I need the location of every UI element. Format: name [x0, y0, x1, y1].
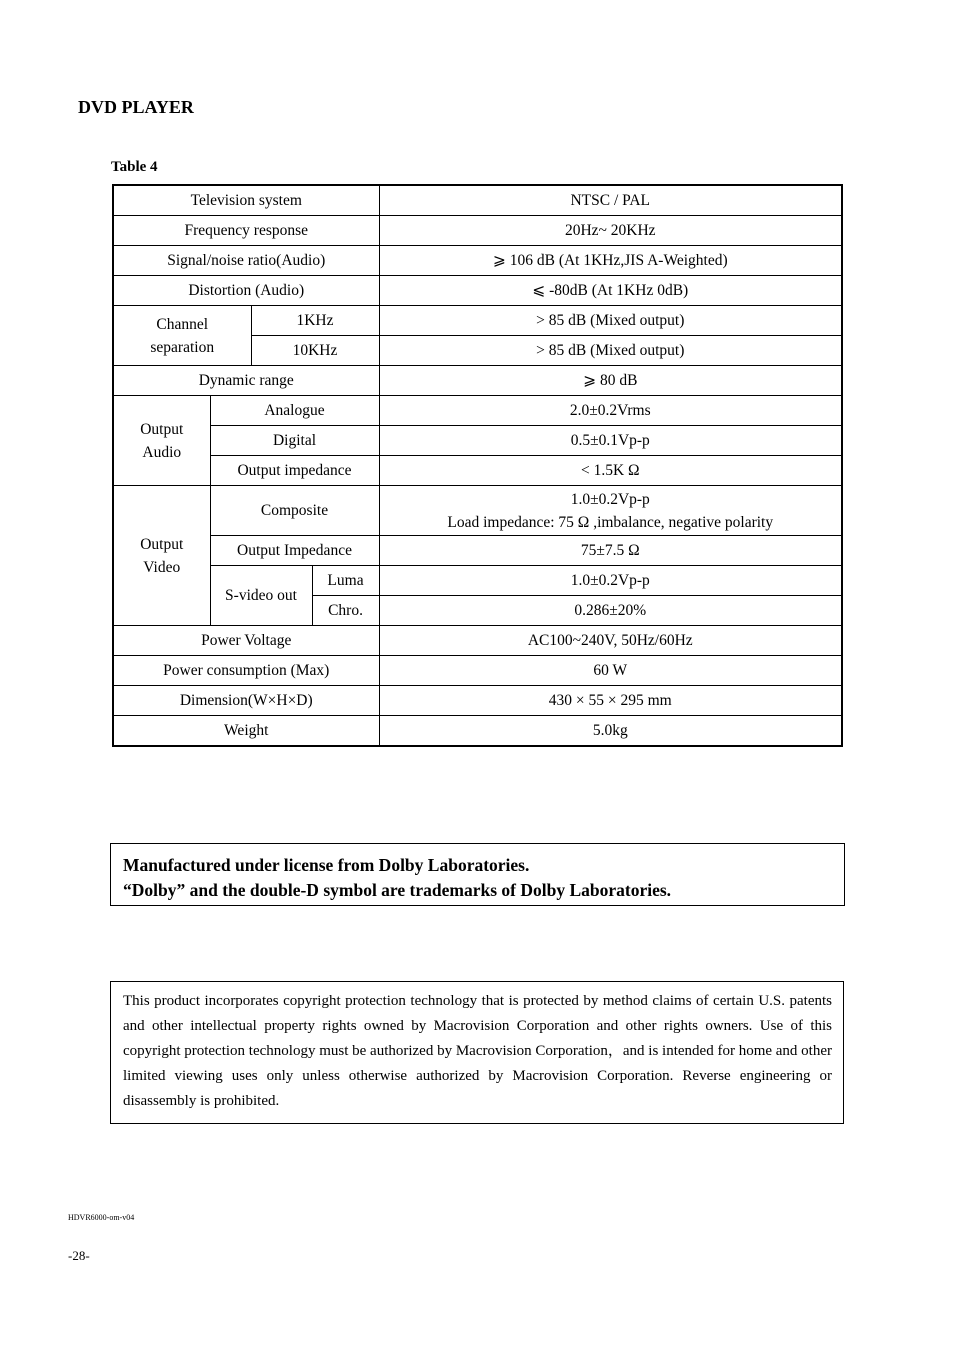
- output-audio-label: [113, 396, 210, 486]
- table-row: [113, 656, 842, 686]
- table-row: [113, 486, 842, 536]
- page-number: -28-: [68, 1248, 90, 1263]
- table-row: [113, 366, 842, 396]
- table-row: [113, 185, 842, 216]
- composite-value-line2: Load impedance: 75 Ω ,imbalance, negative polarity: [447, 513, 774, 531]
- dolby-notice: [110, 843, 845, 906]
- spec-value: ⩾ 106 dB (At 1KHz,JIS A-Weighted): [379, 246, 842, 276]
- channel-separation-label-line1: Channel: [156, 315, 209, 333]
- spec-value: > 85 dB (Mixed output): [379, 336, 842, 366]
- composite-value-line1: 1.0±0.2Vp-p: [570, 490, 650, 508]
- spec-label: Distortion (Audio): [113, 276, 379, 306]
- output-audio-label-line1: Output: [140, 420, 184, 438]
- channel-separation-label: [113, 306, 251, 366]
- spec-value: 1.0±0.2Vp-p: [379, 566, 842, 596]
- table-caption: Table 4: [111, 159, 158, 175]
- spec-value: 2.0±0.2Vrms: [379, 396, 842, 426]
- spec-value: ⩽ -80dB (At 1KHz 0dB): [379, 276, 842, 306]
- spec-sublabel: 10KHz: [251, 336, 379, 366]
- output-video-label-line2: Video: [143, 558, 181, 576]
- spec-sublabel: Output Impedance: [210, 536, 379, 566]
- spec-value: ⩾ 80 dB: [379, 366, 842, 396]
- spec-value: < 1.5K Ω: [379, 456, 842, 486]
- spec-sublabel: Luma: [312, 566, 379, 596]
- table-row: [113, 306, 842, 336]
- composite-value: [379, 486, 842, 536]
- table-row: [113, 536, 842, 566]
- spec-value: NTSC / PAL: [379, 185, 842, 216]
- spec-sublabel: Chro.: [312, 596, 379, 626]
- spec-value: 20Hz~ 20KHz: [379, 216, 842, 246]
- spec-label: Television system: [113, 185, 379, 216]
- spec-label: Frequency response: [113, 216, 379, 246]
- table-row: [113, 626, 842, 656]
- output-video-label-line1: Output: [140, 535, 184, 553]
- macrovision-notice: This product incorporates copyright protection technology that is protected by method claims of certain U.S. patents and other intellectual property rights owned by Macrovision Corporation and other rights owners. Use of this copyright protection technology must be authorized by Macrovision Corporation，and is intended for home and other limited viewing uses only unless otherwise authorized by Macrovision Corporation. Reverse engineering or disassembly is prohibited.: [110, 981, 844, 1124]
- spec-value: 5.0kg: [379, 716, 842, 747]
- spec-value: 0.5±0.1Vp-p: [379, 426, 842, 456]
- spec-sublabel: Digital: [210, 426, 379, 456]
- spec-label: Power consumption (Max): [113, 656, 379, 686]
- spec-value: AC100~240V, 50Hz/60Hz: [379, 626, 842, 656]
- channel-separation-label-line2: separation: [150, 338, 215, 356]
- spec-value: 0.286±20%: [379, 596, 842, 626]
- spec-sublabel: Output impedance: [210, 456, 379, 486]
- section-title: DVD PLAYER: [78, 97, 194, 117]
- dolby-notice-line2: “Dolby” and the double-D symbol are trademarks of Dolby Laboratories.: [123, 880, 672, 900]
- spec-value: 60 W: [379, 656, 842, 686]
- footer-document-code: HDVR6000-om-v04: [68, 1213, 135, 1222]
- table-row: [113, 276, 842, 306]
- spec-sublabel: Composite: [210, 486, 379, 536]
- spec-sublabel: 1KHz: [251, 306, 379, 336]
- spec-label: Signal/noise ratio(Audio): [113, 246, 379, 276]
- spec-label: Power Voltage: [113, 626, 379, 656]
- table-row: [113, 716, 842, 747]
- svideo-label: S-video out: [210, 566, 312, 626]
- table-row: [113, 456, 842, 486]
- spec-value: 430 × 55 × 295 mm: [379, 686, 842, 716]
- dolby-notice-line1: Manufactured under license from Dolby Laboratories.: [123, 855, 530, 875]
- spec-label: Dimension(W×H×D): [113, 686, 379, 716]
- table-row: [113, 396, 842, 426]
- table-row: [113, 426, 842, 456]
- output-video-label: [113, 486, 210, 626]
- table-row: [113, 216, 842, 246]
- table-row: [113, 246, 842, 276]
- spec-sublabel: Analogue: [210, 396, 379, 426]
- spec-value: > 85 dB (Mixed output): [379, 306, 842, 336]
- spec-label: Weight: [113, 716, 379, 747]
- spec-value: 75±7.5 Ω: [379, 536, 842, 566]
- spec-table: [112, 184, 843, 747]
- table-row: [113, 686, 842, 716]
- output-audio-label-line2: Audio: [142, 443, 182, 461]
- spec-label: Dynamic range: [113, 366, 379, 396]
- table-row: [113, 566, 842, 596]
